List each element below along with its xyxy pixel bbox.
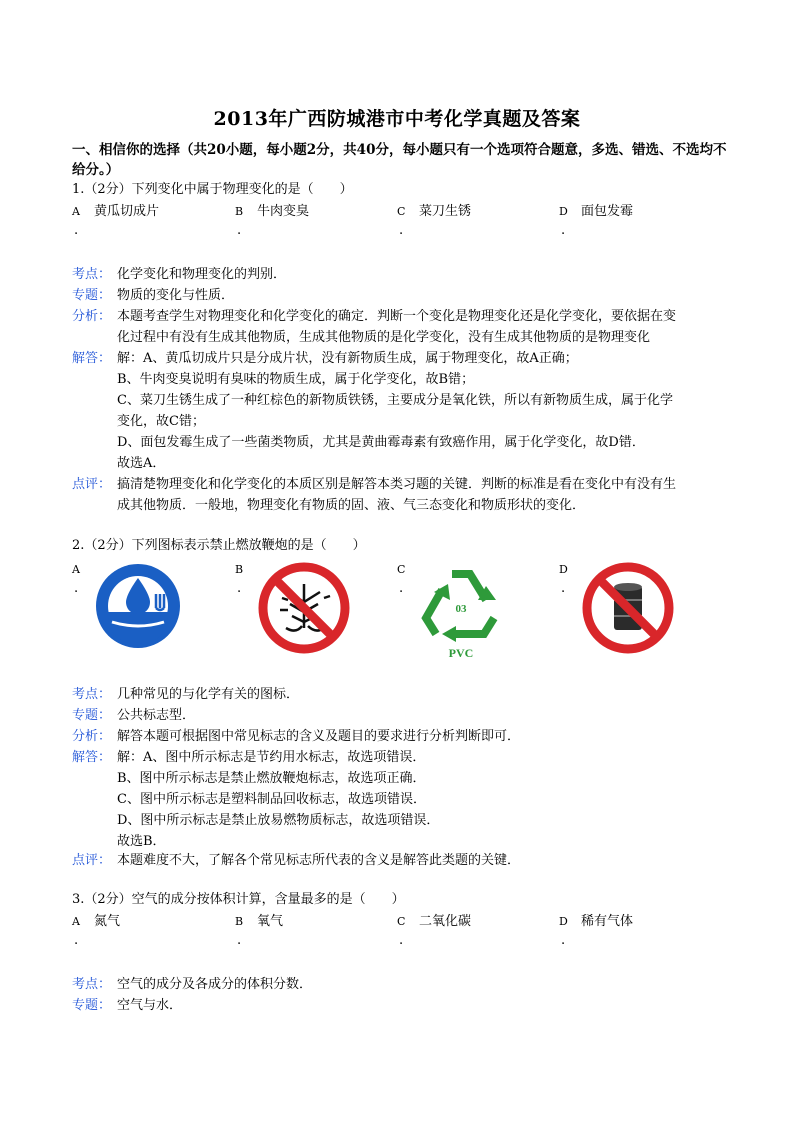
- q1-fenxi-cont: 化过程中有没有生成其他物质，生成其他物质的是化学变化，没有生成其他物质的是物理变化: [117, 330, 651, 345]
- q2-jieda-line: B、图中所示标志是禁止燃放鞭炮标志，故选项正确．: [117, 771, 426, 786]
- q1-option-d[interactable]: D 面包发霉: [559, 204, 634, 219]
- q1-jieda-line: 故选A．: [117, 456, 166, 471]
- section-heading: 一、相信你的选择（共20小题，每小题2分，共40分，每小题只有一个选项符合题意，多选、错选、不选均不给分。）: [72, 142, 727, 178]
- no-flammable-icon[interactable]: [582, 562, 674, 654]
- no-firecracker-icon[interactable]: [258, 562, 350, 654]
- dot: .: [399, 933, 404, 948]
- dot: .: [237, 581, 242, 596]
- q1-jieda-line: C、菜刀生锈生成了一种红棕色的新物质铁锈，主要成分是氧化铁，所以有新物质生成，属于化学: [117, 393, 673, 408]
- q1-option-c[interactable]: C 菜刀生锈: [397, 204, 472, 219]
- q1-jieda-line: 变化，故C错；: [117, 414, 205, 429]
- page-title: 2013年广西防城港市中考化学真题及答案: [213, 108, 581, 130]
- q3-option-a[interactable]: A 氮气: [72, 914, 121, 929]
- q3-option-d[interactable]: D 稀有气体: [559, 914, 634, 929]
- dot: .: [399, 581, 404, 596]
- dot: .: [237, 223, 242, 238]
- document-page: 2013年广西防城港市中考化学真题及答案 一、相信你的选择（共20小题，每小题2分，共40分，每小题只有一个选项符合题意，多选、错选、不选均不给分。） 1.（2分）下列变化中属于物理变化的是（ ） A 黄瓜切成片 B 牛肉变臭 C 菜刀生锈 D 面包发霉 . . . . 考点： 化学变化和物理变化的判别． 专题： 物质的变化与性质． 分析： 本题考查学生对物理变化和化学变化的确定．判断一个变化是物理变化还是化学变化，要依据在变 化过程中有没有生成其他物质，生成其他物质的是化学变化，没有生成其他物质的是物理变化 解答： 解：A、黄瓜切成片只是分成片状，没有新物质生成，属于物理变化，故A正确； B、牛肉变臭说明有臭味的物质生成，属于化学变化，故B错； C、菜刀生锈生成了一种红棕色的新物质铁锈，主要成分是氧化铁，所以有新物质生成，属于化学 变化，故C错； D、面包发霉生成了一些菌类物质，尤其是黄曲霉毒素有致癌作用，属于化学变化，故D错． 故选A． 点评： 搞清楚物理变化和化学变化的本质区别是解答本类习题的关键．判断的标准是看在变化中有没有生 成其他物质．一般地，物理变化有物质的固、液、气三态变化和物质形状的变化． 2.（2分）下列图标表示禁止燃放鞭炮的是（ ） A B C D . . . . 03 PVC 考点： 几种常见的与化学有关的图标． 专题： 公共标志型． 分析： 解答本题可根据图中常见标志的含义及题目的要求进行分析判断即可． 解答： 解：A、图中所示标志是节约用水标志，故选项错误． B、图中所示标志是禁止燃放鞭炮标志，故选项正确． C、图中所示标志是塑料制品回收标志，故选项错误． D、图中所示标志是禁止放易燃物质标志，故选项错误． 故选B． 点评： 本题难度不大，了解各个常见标志所代表的含义是解答此类题的关键． 3.（2分）空气的成分按体积计算，含量最多的是（ ） A 氮气 B 氧气 C 二氧化碳 D 稀有气体 . . . . 考点： 空气的成分及各成分的体积分数． 专题： 空气与水．: [0, 0, 794, 1123]
- dot: .: [237, 933, 242, 948]
- dot: .: [561, 581, 566, 596]
- q1-jieda-line: D、面包发霉生成了一些菌类物质，尤其是黄曲霉毒素有致癌作用，属于化学变化，故D错．: [117, 435, 645, 450]
- dot: .: [74, 581, 79, 596]
- recycle-label: PVC: [448, 646, 474, 660]
- q2-option-d-letter[interactable]: D: [559, 563, 568, 576]
- q2-option-a-letter[interactable]: A: [72, 563, 80, 576]
- q3-option-b[interactable]: B 氧气: [235, 914, 284, 929]
- q2-jieda-line: 故选B．: [117, 834, 166, 849]
- q2-jieda-line: D、图中所示标志是禁止放易燃物质标志，故选项错误．: [117, 813, 440, 828]
- q1-jieda-line: B、牛肉变臭说明有臭味的物质生成，属于化学变化，故B错；: [117, 372, 475, 387]
- water-saving-icon[interactable]: [92, 560, 184, 652]
- q2-option-c-letter[interactable]: C: [397, 563, 406, 576]
- dot: .: [561, 933, 566, 948]
- q3-option-c[interactable]: C 二氧化碳: [397, 914, 472, 929]
- question-2-stem: 2.（2分）下列图标表示禁止燃放鞭炮的是（ ）: [72, 538, 366, 553]
- dot: .: [399, 223, 404, 238]
- q1-option-a[interactable]: A 黄瓜切成片: [72, 204, 160, 219]
- q2-option-b-letter[interactable]: B: [235, 563, 244, 576]
- dot: .: [74, 223, 79, 238]
- dot: .: [561, 223, 566, 238]
- dot: .: [74, 933, 79, 948]
- recycle-pvc-icon[interactable]: [414, 560, 508, 660]
- recycle-number: 03: [455, 603, 467, 615]
- question-3-stem: 3.（2分）空气的成分按体积计算，含量最多的是（ ）: [72, 892, 405, 907]
- q1-option-b[interactable]: B 牛肉变臭: [235, 204, 310, 219]
- q1-dianping-cont: 成其他物质．一般地，物理变化有物质的固、液、气三态变化和物质形状的变化．: [117, 498, 586, 513]
- question-1-stem: 1.（2分）下列变化中属于物理变化的是（ ）: [72, 182, 353, 197]
- q2-jieda-line: C、图中所示标志是塑料制品回收标志，故选项错误．: [117, 792, 426, 807]
